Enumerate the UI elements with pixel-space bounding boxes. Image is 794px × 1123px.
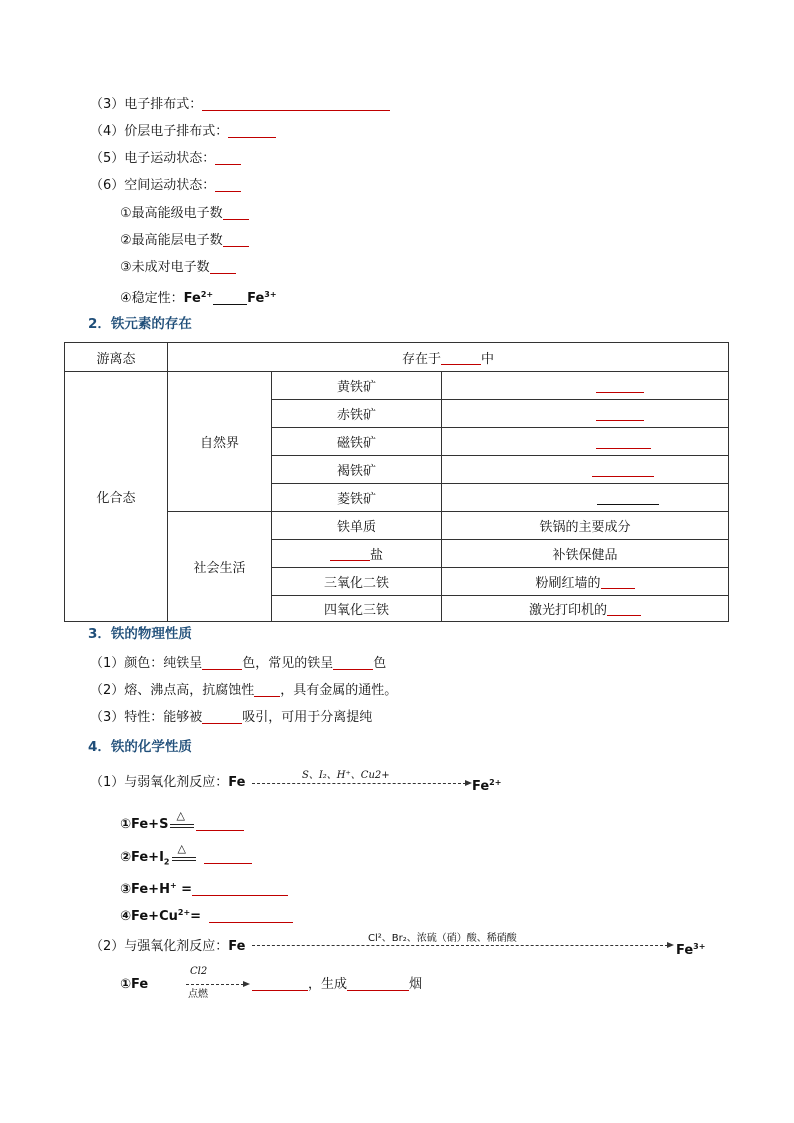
mineral-name: 菱铁矿 [336,492,376,507]
combined-state-label: 化合态 [96,491,136,506]
heat-equals-sign: △ [172,849,196,863]
heat-equals-sign: △ [170,816,194,830]
fe-cl2-reaction: ①Fe [120,977,149,992]
highest-shell-label: ②最高能层电子数 [120,233,223,248]
strong-arrow [252,945,668,946]
mineral-formula [442,484,728,511]
fe-cl2-blank[interactable] [252,976,308,991]
highest-level-label: ①最高能级电子数 [120,206,223,221]
social-use: 补铁保健品 [552,548,618,563]
valence-config-label: （4）价层电子排布式： [90,124,229,139]
weak-product: $Fe^{2+}$ [472,778,502,794]
mineral-name: 黄铁矿 [336,380,376,395]
red-paint-blank[interactable] [601,574,635,589]
strong-arrow-label: Cl²、Br₂、浓硫（硝）酸、稀硝酸 [368,933,517,944]
stability-label: ④稳定性： [120,291,184,306]
electron-config-blank[interactable] [202,96,390,111]
free-state-cell: 存在于 中 [401,351,495,367]
stability-blank[interactable] [213,290,247,305]
mineral-blank[interactable] [596,378,644,393]
fe-s-blank[interactable] [196,816,244,831]
weak-arrow-label: S、I₂、H⁺、Cu2+ [302,770,390,781]
electron-config-label: （3）电子排布式： [90,97,203,112]
free-state-label: 游离态 [96,351,136,367]
motion-state-blank[interactable] [215,150,241,165]
nature-label: 自然界 [199,436,239,451]
section-2-heading: 2．铁元素的存在 [88,316,192,332]
social-item: 四氧化三铁 [323,603,389,618]
melting-line: （2）熔、沸点高，抗腐蚀性 ，具有金属的通性。 [90,683,398,698]
magnet-blank[interactable] [202,709,242,724]
smoke-color-blank[interactable] [347,976,409,991]
spatial-state-line [90,176,241,196]
electron-config-line [90,95,390,115]
social-use: 铁锅的主要成分 [539,520,631,535]
fe-cl2-result: ，生成 烟 [252,975,422,995]
social-item: 三氧化二铁 [323,576,389,591]
society-label: 社会生活 [193,561,246,576]
common-color-blank[interactable] [333,655,373,670]
fe2-ion: $Fe^{2+}$ [183,290,214,306]
weak-oxidizer-line: （1）与弱氧化剂反应：Fe [90,775,246,790]
highest-level-blank[interactable] [223,205,249,220]
mineral-formula [442,456,728,483]
valence-config-blank[interactable] [228,123,276,138]
mineral-blank[interactable] [592,462,654,477]
pure-color-blank[interactable] [202,655,242,670]
fe-s-reaction: ①Fe+S △ [120,815,244,835]
mineral-formula [442,400,728,427]
section-3-heading: 3．铁的物理性质 [88,626,192,642]
fe-h-blank[interactable] [192,881,288,896]
social-item: 铁单质 [336,520,376,535]
fe-cu-reaction: $④Fe+Cu^{2+}=$ [120,903,293,923]
mineral-blank[interactable] [596,406,644,421]
color-line: （1）颜色：纯铁呈 色，常见的铁呈 色 [90,656,387,671]
highest-shell-blank[interactable] [223,232,249,247]
weak-arrow [252,783,466,784]
fe-cu-blank[interactable] [209,908,293,923]
valence-config-line [90,122,276,142]
spatial-state-label: （6）空间运动状态： [90,178,216,193]
magnet-line: （3）特性：能够被 吸引，可用于分离提纯 [90,710,373,725]
fe-h-reaction: ③Fe+H+ = [120,876,288,896]
social-item: 盐 [272,540,441,567]
mineral-name: 磁铁矿 [336,436,376,451]
social-use: 激光打印机的 [442,596,728,621]
mineral-formula [442,428,728,455]
unpaired-blank[interactable] [210,259,236,274]
salt-blank[interactable] [330,546,370,561]
mineral-name: 褐铁矿 [336,464,376,479]
mineral-formula [442,372,728,399]
highest-level-line [120,204,249,224]
fe3-ion: $Fe^{3+}$ [247,290,277,306]
section-4-heading: 4．铁的化学性质 [88,739,192,755]
ignite-label: 点燃 [188,989,208,1000]
highest-shell-line [120,231,249,251]
motion-state-line [90,149,241,169]
mineral-name: 赤铁矿 [336,408,376,423]
printer-blank[interactable] [607,601,641,616]
iron-existence-table [64,342,729,622]
cl2-label: Cl2 [190,966,208,977]
corrosion-blank[interactable] [254,682,280,697]
strong-oxidizer-line: （2）与强氧化剂反应：Fe [90,939,246,954]
fe-i2-reaction: $②Fe+I_2$ △ [120,848,252,868]
social-use: 粉刷红墙的 [442,568,728,595]
mineral-blank[interactable] [597,490,659,505]
unpaired-label: ③未成对电子数 [120,260,210,275]
motion-state-label: （5）电子运动状态： [90,151,216,166]
strong-product: $Fe^{3+}$ [676,942,706,958]
mineral-blank[interactable] [596,434,651,449]
unpaired-line [120,258,236,278]
fe-i2-blank[interactable] [204,849,252,864]
stability-line [120,285,277,305]
free-state-blank[interactable] [441,350,481,365]
spatial-state-blank[interactable] [215,177,241,192]
